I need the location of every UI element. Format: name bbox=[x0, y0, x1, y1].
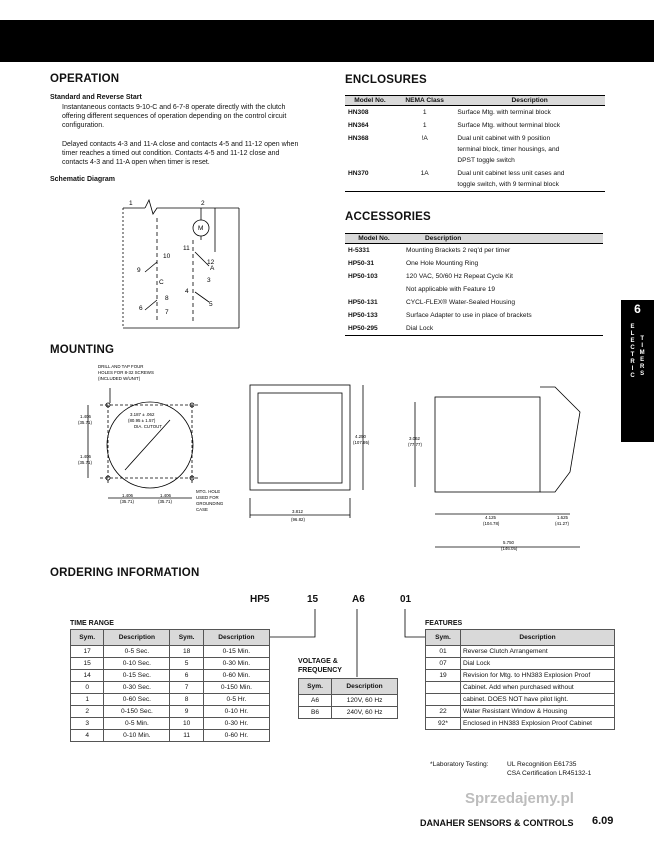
svg-text:(80.95 ± 1.57): (80.95 ± 1.57) bbox=[128, 418, 156, 423]
features-table: Sym. Description 01 Reverse Clutch Arrangement 07 Dial Lock 19 Revision for Mtg. to HN383 Explosion Proof Cabinet. Add when purchased without cabinet. DOES NOT have pilot light. 22 Water Resistant Window & Housing 92* Enclosed in HN383 Explosion Proof Cabinet bbox=[425, 629, 615, 730]
features-title: FEATURES bbox=[425, 620, 463, 627]
svg-text:DIA. CUTOUT: DIA. CUTOUT bbox=[134, 424, 162, 429]
schematic-label-12: 12 bbox=[207, 259, 215, 266]
svg-text:5.750: 5.750 bbox=[503, 540, 514, 545]
table-row: 22 Water Resistant Window & Housing bbox=[426, 706, 615, 718]
section-number: 6 bbox=[634, 302, 641, 316]
accessories-title: ACCESSORIES bbox=[345, 211, 431, 223]
svg-text:(107.95): (107.95) bbox=[353, 440, 370, 445]
schematic-label-a: A bbox=[210, 265, 215, 272]
svg-text:DRILL AND TAP FOUR: DRILL AND TAP FOUR bbox=[98, 364, 144, 369]
svg-text:1.625: 1.625 bbox=[557, 515, 568, 520]
code-part-1: HP5 bbox=[250, 594, 270, 605]
voltage-table: Sym. Description A6 120V, 60 Hz B6 240V, 60 Hz bbox=[298, 678, 398, 719]
lab-testing-ul: UL Recognition E61735 bbox=[507, 761, 577, 768]
svg-text:1.406: 1.406 bbox=[122, 493, 133, 498]
svg-text:4.125: 4.125 bbox=[485, 515, 496, 520]
schematic-diagram bbox=[115, 192, 245, 337]
page-number: 6.09 bbox=[592, 815, 614, 827]
svg-text:(35.71): (35.71) bbox=[78, 420, 92, 425]
svg-text:3.062: 3.062 bbox=[409, 436, 420, 441]
operation-paragraph-2: Delayed contacts 4-3 and 11-A close and contacts 4-5 and 11-12 open when timer reaches a timed out condition. Contacts 4-5 and 11-12 close and contacts 4-3 and 11-A open when timer is reset. bbox=[62, 141, 299, 166]
table-row: A6 120V, 60 Hz bbox=[299, 695, 398, 707]
table-row: HN364 1 Surface Mtg. without terminal block bbox=[348, 122, 561, 129]
section-tab: 6 E L E C T R I C T I M E R S bbox=[621, 300, 654, 442]
side-view-drawing bbox=[405, 382, 615, 552]
operation-paragraph-1: Instantaneous contacts 9-10-C and 6-7-8 operate directly with the clutch offering different sequences of operation depending on the control circuit configuration. bbox=[62, 104, 287, 129]
acc-header-description: Description bbox=[403, 234, 603, 244]
schematic-label-1: 1 bbox=[129, 200, 133, 207]
table-row: HP50-295 Dial Lock bbox=[348, 325, 434, 332]
schematic-label-9: 9 bbox=[137, 267, 141, 274]
svg-text:(77.77): (77.77) bbox=[408, 442, 422, 447]
schematic-label-3: 3 bbox=[207, 277, 211, 284]
svg-text:(35.71): (35.71) bbox=[120, 499, 134, 504]
svg-text:1.406: 1.406 bbox=[160, 493, 171, 498]
panel-cutout-drawing bbox=[70, 360, 250, 520]
table-row: B6 240V, 60 Hz bbox=[299, 707, 398, 719]
table-row: 17 0-5 Sec. 18 0-15 Min. bbox=[71, 646, 270, 658]
schematic-label-7: 7 bbox=[165, 309, 169, 316]
table-row: Cabinet. Add when purchased without bbox=[426, 682, 615, 694]
svg-text:GROUNDING: GROUNDING bbox=[196, 501, 224, 506]
table-row: 3 0-5 Min. 10 0-30 Hr. bbox=[71, 718, 270, 730]
table-row: HP50-31 One Hole Mounting Ring bbox=[348, 260, 479, 267]
watermark: Sprzedajemy.pl bbox=[465, 790, 574, 807]
table-row: 0 0-30 Sec. 7 0-150 Min. bbox=[71, 682, 270, 694]
table-row: 07 Dial Lock bbox=[426, 658, 615, 670]
time-range-table: Sym. Description Sym. Description 17 0-5 Sec. 18 0-15 Min. 15 0-10 Sec. 5 0-30 Min. 14 0-15 Sec. 6 0-60 Min. 0 0-30 Sec. 7 0-150 Min. 1 0-60 Sec. 8 0-5 Hr. 2 0-150 Sec. 9 0-10 Hr. 3 0-5 Min. 10 0-30 Hr. 4 0-10 Min. 11 0-60 Hr. bbox=[70, 629, 270, 742]
schematic-label-6: 6 bbox=[139, 305, 143, 312]
table-row: HP50-133 Surface Adapter to use in place of brackets bbox=[348, 312, 532, 319]
table-row: 2 0-150 Sec. 9 0-10 Hr. bbox=[71, 706, 270, 718]
svg-text:(35.71): (35.71) bbox=[78, 460, 92, 465]
svg-text:(INCLUDED W/UNIT): (INCLUDED W/UNIT) bbox=[98, 376, 141, 381]
table-row: 1 0-60 Sec. 8 0-5 Hr. bbox=[71, 694, 270, 706]
schematic-label-5: 5 bbox=[209, 301, 213, 308]
table-row: HP50-103 120 VAC, 50/60 Hz Repeat Cycle Kit bbox=[348, 273, 513, 280]
table-row: 4 0-10 Min. 11 0-60 Hr. bbox=[71, 730, 270, 742]
enclosures-table bbox=[345, 95, 605, 192]
table-row: HP50-131 CYCL-FLEX® Water-Sealed Housing bbox=[348, 299, 516, 306]
ordering-connectors bbox=[265, 607, 430, 682]
front-view-drawing bbox=[245, 380, 385, 530]
header-bar bbox=[0, 20, 654, 62]
schematic-label-4: 4 bbox=[185, 288, 189, 295]
svg-text:HOLES FOR 8-32 SCREWS: HOLES FOR 8-32 SCREWS bbox=[98, 370, 154, 375]
acc-header-model: Model No. bbox=[345, 234, 403, 244]
footer-company: DANAHER SENSORS & CONTROLS bbox=[420, 818, 574, 828]
svg-text:(96.82): (96.82) bbox=[291, 517, 305, 522]
schematic-label-2: 2 bbox=[201, 200, 205, 207]
table-row: Not applicable with Feature 19 bbox=[406, 286, 496, 293]
svg-text:USED FOR: USED FOR bbox=[196, 495, 219, 500]
schematic-label-10: 10 bbox=[163, 253, 171, 260]
table-row: HN368 !A Dual unit cabinet with 9 position terminal block, timer housings, and DPST toggle switch bbox=[348, 135, 560, 164]
svg-text:(41.27): (41.27) bbox=[555, 521, 569, 526]
svg-text:(104.78): (104.78) bbox=[483, 521, 500, 526]
code-part-3: A6 bbox=[352, 594, 365, 605]
schematic-label-c: C bbox=[159, 279, 164, 286]
enc-header-nema: NEMA Class bbox=[395, 96, 454, 106]
code-part-4: 01 bbox=[400, 594, 412, 605]
voltage-title-1: VOLTAGE & bbox=[298, 658, 338, 665]
svg-text:MTG. HOLE: MTG. HOLE bbox=[196, 489, 221, 494]
enclosures-title: ENCLOSURES bbox=[345, 74, 427, 86]
lab-testing-label: *Laboratory Testing: bbox=[430, 761, 489, 768]
ordering-title: ORDERING INFORMATION bbox=[50, 567, 200, 579]
lab-testing-csa: CSA Certification LR45132-1 bbox=[507, 770, 592, 777]
enc-header-model: Model No. bbox=[345, 96, 395, 106]
table-row: cabinet. DOES NOT have pilot light. bbox=[426, 694, 615, 706]
table-row: HN308 1 Surface Mtg. with terminal block bbox=[348, 109, 551, 116]
voltage-title-2: FREQUENCY bbox=[298, 667, 342, 674]
schematic-label-8: 8 bbox=[165, 295, 169, 302]
table-row: 01 Reverse Clutch Arrangement bbox=[426, 646, 615, 658]
table-row: 15 0-10 Sec. 5 0-30 Min. bbox=[71, 658, 270, 670]
svg-text:1.406: 1.406 bbox=[80, 454, 91, 459]
svg-text:3.187 ± .062: 3.187 ± .062 bbox=[130, 412, 155, 417]
table-row: 19 Revision for Mtg. to HN383 Explosion Proof bbox=[426, 670, 615, 682]
time-range-title: TIME RANGE bbox=[70, 620, 114, 627]
svg-text:3.812: 3.812 bbox=[292, 509, 303, 514]
table-row: H-5331 Mounting Brackets 2 req'd per timer bbox=[348, 247, 511, 254]
svg-text:(146.05): (146.05) bbox=[501, 546, 518, 551]
enc-header-description: Description bbox=[454, 96, 605, 106]
mounting-title: MOUNTING bbox=[50, 344, 115, 356]
accessories-table bbox=[345, 233, 603, 336]
schematic-label-11: 11 bbox=[183, 245, 190, 252]
svg-text:4.250: 4.250 bbox=[355, 434, 366, 439]
operation-subtitle: Standard and Reverse Start bbox=[50, 94, 142, 101]
svg-text:(35.71): (35.71) bbox=[158, 499, 172, 504]
table-row: HN370 1A Dual unit cabinet less unit cases and toggle switch, with 9 terminal block bbox=[345, 167, 605, 192]
schematic-label-m: M bbox=[198, 225, 204, 232]
svg-text:1.406: 1.406 bbox=[80, 414, 91, 419]
code-part-2: 15 bbox=[307, 594, 319, 605]
table-row: 92* Enclosed in HN383 Explosion Proof Cabinet bbox=[426, 718, 615, 730]
operation-title: OPERATION bbox=[50, 73, 120, 85]
schematic-label: Schematic Diagram bbox=[50, 176, 115, 183]
table-row: 14 0-15 Sec. 6 0-60 Min. bbox=[71, 670, 270, 682]
svg-text:CASE: CASE bbox=[196, 507, 208, 512]
